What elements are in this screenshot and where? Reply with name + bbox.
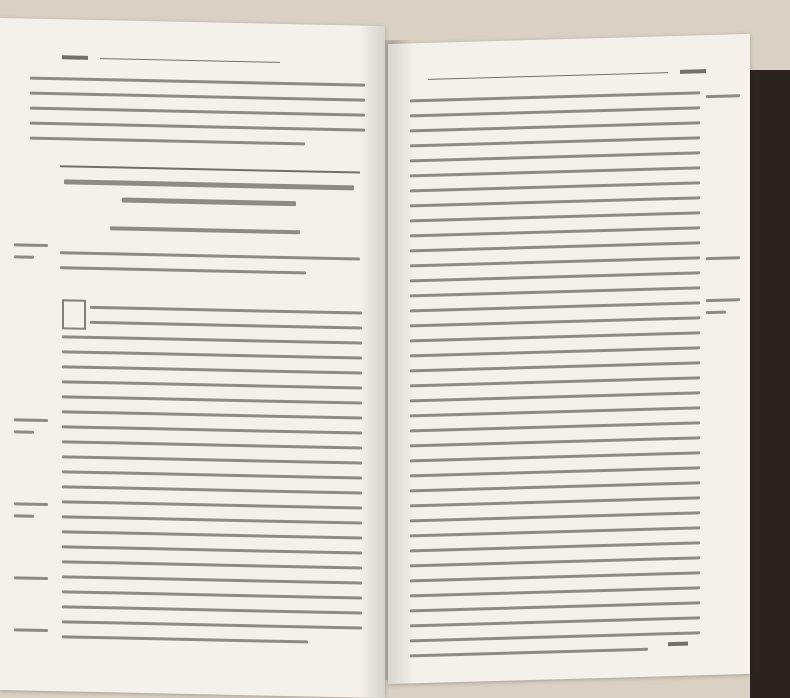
- book-cover-edge: [750, 70, 790, 698]
- right-margin-notes: [706, 94, 740, 323]
- left-page: [0, 18, 385, 698]
- drop-cap: [62, 299, 86, 330]
- right-body-text: [410, 91, 700, 669]
- left-running-head: [100, 58, 280, 63]
- left-top-text: [30, 77, 365, 159]
- right-running-head: [428, 72, 668, 80]
- section-heading: [64, 179, 354, 219]
- right-folio: [680, 69, 706, 74]
- left-margin-notes: [14, 243, 48, 268]
- section-rule: [60, 165, 360, 173]
- subheading: [110, 226, 300, 246]
- scripture-quote: [60, 251, 360, 287]
- left-margin-refs: [14, 418, 48, 641]
- left-body-text-cont: [62, 335, 362, 656]
- left-folio: [62, 55, 88, 60]
- right-page: [388, 34, 750, 684]
- signature-mark: [668, 642, 688, 647]
